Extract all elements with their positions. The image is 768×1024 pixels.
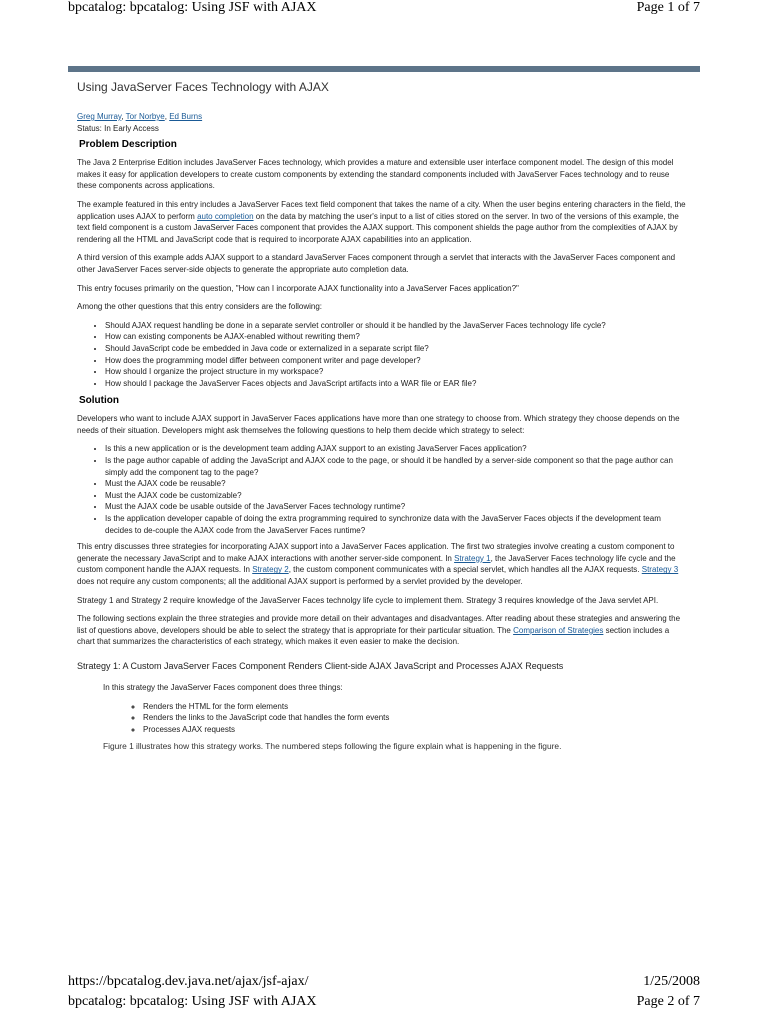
list-item: ◦ Renders the HTML for the form elements [143, 701, 687, 713]
list-item: • How should I organize the project structure in my workspace? [105, 366, 687, 378]
print-header [68, 0, 700, 16]
list-item: • Should JavaScript code be embedded in Java code or externalized in a separate script file? [105, 343, 687, 355]
strategy-2-link[interactable]: Strategy 2 [252, 565, 289, 575]
next-page-header-title: bpcatalog: bpcatalog: Using JSF with AJAX [68, 994, 317, 1009]
solution-questions-list [77, 443, 687, 536]
strategy-1-list [103, 701, 687, 736]
problem-paragraph-2 [77, 199, 687, 245]
figure-note: Figure 1 illustrates how this strategy works. The numbered steps following the figure explain what is happening in the figure. [103, 741, 562, 752]
solution-heading: Solution [79, 395, 119, 407]
solution-p2-text-c: , the custom component communicates with a special servlet, which handles all the AJAX requests. [288, 565, 642, 575]
list-item: • Must the AJAX code be usable outside of the JavaServer Faces technology runtime? [105, 501, 687, 513]
problem-paragraph-1: The Java 2 Enterprise Edition includes JavaServer Faces technology, which provides a mature and extensible user interface component model. The design of this model makes it easy for application developers to create custom components by extending the standard components included with JavaServer Faces technology and to reuse these components across applications. [77, 158, 674, 191]
list-item: • Is the page author capable of adding the JavaScript and AJAX code to the page, or should it be handled by a server-side component so that the page author can simply add the component tag to the page? [105, 455, 687, 478]
questions-list [77, 320, 687, 390]
print-header-page: Page 1 of 7 [636, 0, 700, 15]
next-page-header [68, 994, 700, 1010]
problem-paragraph-4: This entry focuses primarily on the question, "How can I incorporate AJAX functionality into a JavaServer Faces application?" [77, 283, 519, 293]
document-title: Using JavaServer Faces Technology with AJAX [77, 80, 329, 94]
status-text: Status: In Early Access [77, 123, 159, 133]
list-item: • Must the AJAX code be reusable? [105, 478, 687, 490]
strategy-1-intro: In this strategy the JavaServer Faces component does three things: [103, 682, 343, 692]
strategy-1-heading: Strategy 1: A Custom JavaServer Faces Component Renders Client-side AJAX JavaScript and Processes AJAX Requests [77, 660, 564, 671]
strategy-1-section [77, 682, 687, 753]
strategy-3-link[interactable]: Strategy 3 [641, 565, 679, 575]
solution-p2-text-d: does not require any custom components; all the additional AJAX support is performed by a servlet provided by the developer. [77, 577, 523, 586]
list-item: • How can existing components be AJAX-enabled without rewriting them? [105, 331, 687, 343]
problem-paragraph-5: Among the other questions that this entry considers are the following: [77, 302, 323, 312]
problem-p2-text-b: on the data by matching the user's input to a list of cities stored on the server. In two of the versions of this example, the text field component is a custom JavaServer Faces component that provides the AJAX support. This component shields the page author from the complexities of AJAX by rendering all the HTML and JavaScript code that is required to incorporate AJAX capabilities into an application. [77, 211, 679, 244]
list-item: • Should AJAX request handling be done in a separate servlet controller or should it be handled by the JavaServer Faces technology life cycle? [105, 320, 687, 332]
solution-p4-text-b: section includes a chart that summarizes the characteristics of each strategy, which makes it even easier to make the decision. [77, 625, 670, 647]
strategy-1-link[interactable]: Strategy 1 [454, 553, 491, 563]
solution-paragraph-1: Developers who want to include AJAX support in JavaServer Faces applications have more than one strategy to choose from. Which strategy they choose depends on the needs of their situation. Developers might ask themselves the following questions to help them decide which strategy to select: [77, 414, 680, 435]
list-item: • Is the application developer capable of doing the extra programming required to synchronize data with the JavaServer Faces objects if the development team decides to de-couple the AJAX code from the JavaServer Faces runtime? [105, 513, 687, 536]
list-item: • Is this a new application or is the development team adding AJAX support to an existing JavaServer Faces application? [105, 443, 687, 455]
solution-paragraph-3: Strategy 1 and Strategy 2 require knowledge of the JavaServer Faces technolgy life cycle to implement them. Strategy 3 requires knowledge of the Java servlet API. [77, 595, 659, 605]
print-footer-date: 1/25/2008 [643, 974, 700, 989]
next-page-header-page: Page 2 of 7 [636, 994, 700, 1009]
author-link-tor-norbye[interactable]: Tor Norbye [125, 112, 165, 121]
solution-p2-text-b: , the JavaServer Faces technology life cycle and the custom component handle the AJAX requests. In [77, 553, 676, 575]
problem-p2-text-a: The example featured in this entry includes a JavaServer Faces text field component that takes the name of a city. When the user begins entering characters in the field, the application uses AJAX to perform [77, 199, 686, 221]
problem-heading: Problem Description [79, 139, 177, 151]
author-list: Greg Murray, Tor Norbye, Ed Burns [77, 112, 203, 121]
list-item: ◦ Processes AJAX requests [143, 724, 687, 736]
print-footer [68, 974, 700, 990]
print-footer-url: https://bpcatalog.dev.java.net/ajax/jsf-ajax/ [68, 974, 309, 989]
problem-paragraph-3: A third version of this example adds AJAX support to a standard JavaServer Faces component through a servlet that interacts with the JavaServer Faces component and other JavaServer Faces server-side objects to generate the appropriate auto completion data. [77, 253, 676, 274]
solution-paragraph-4 [77, 613, 687, 648]
list-item: • How should I package the JavaServer Faces objects and JavaScript artifacts into a WAR file or EAR file? [105, 378, 687, 390]
list-item: • Must the AJAX code be customizable? [105, 490, 687, 502]
author-link-greg-murray[interactable]: Greg Murray [77, 112, 122, 121]
document-body [77, 80, 687, 760]
comparison-of-strategies-link[interactable]: Comparison of Strategies [513, 625, 604, 635]
solution-p2-text-a: This entry discusses three strategies for incorporating AJAX support into a JavaServer Faces application. The first two strategies involve creating a custom component to generate the necessary JavaScript and to make AJAX interactions with another server-side component. In [77, 542, 675, 563]
page-top-bar [68, 66, 700, 72]
solution-p4-text-a: The following sections explain the three strategies and provide more detail on their advantages and disadvantages. After reading about these strategies and answering the list of questions above, developers should be able to select the strategy that is appropriate for their particular situation. The [77, 614, 681, 635]
list-item: ◦ Renders the links to the JavaScript code that handles the form events [143, 712, 687, 724]
auto-completion-link[interactable]: auto completion [197, 211, 254, 221]
solution-paragraph-2 [77, 541, 687, 587]
author-link-ed-burns[interactable]: Ed Burns [169, 112, 203, 121]
print-header-title: bpcatalog: bpcatalog: Using JSF with AJAX [68, 0, 317, 15]
list-item: • How does the programming model differ between component writer and page developer? [105, 355, 687, 367]
